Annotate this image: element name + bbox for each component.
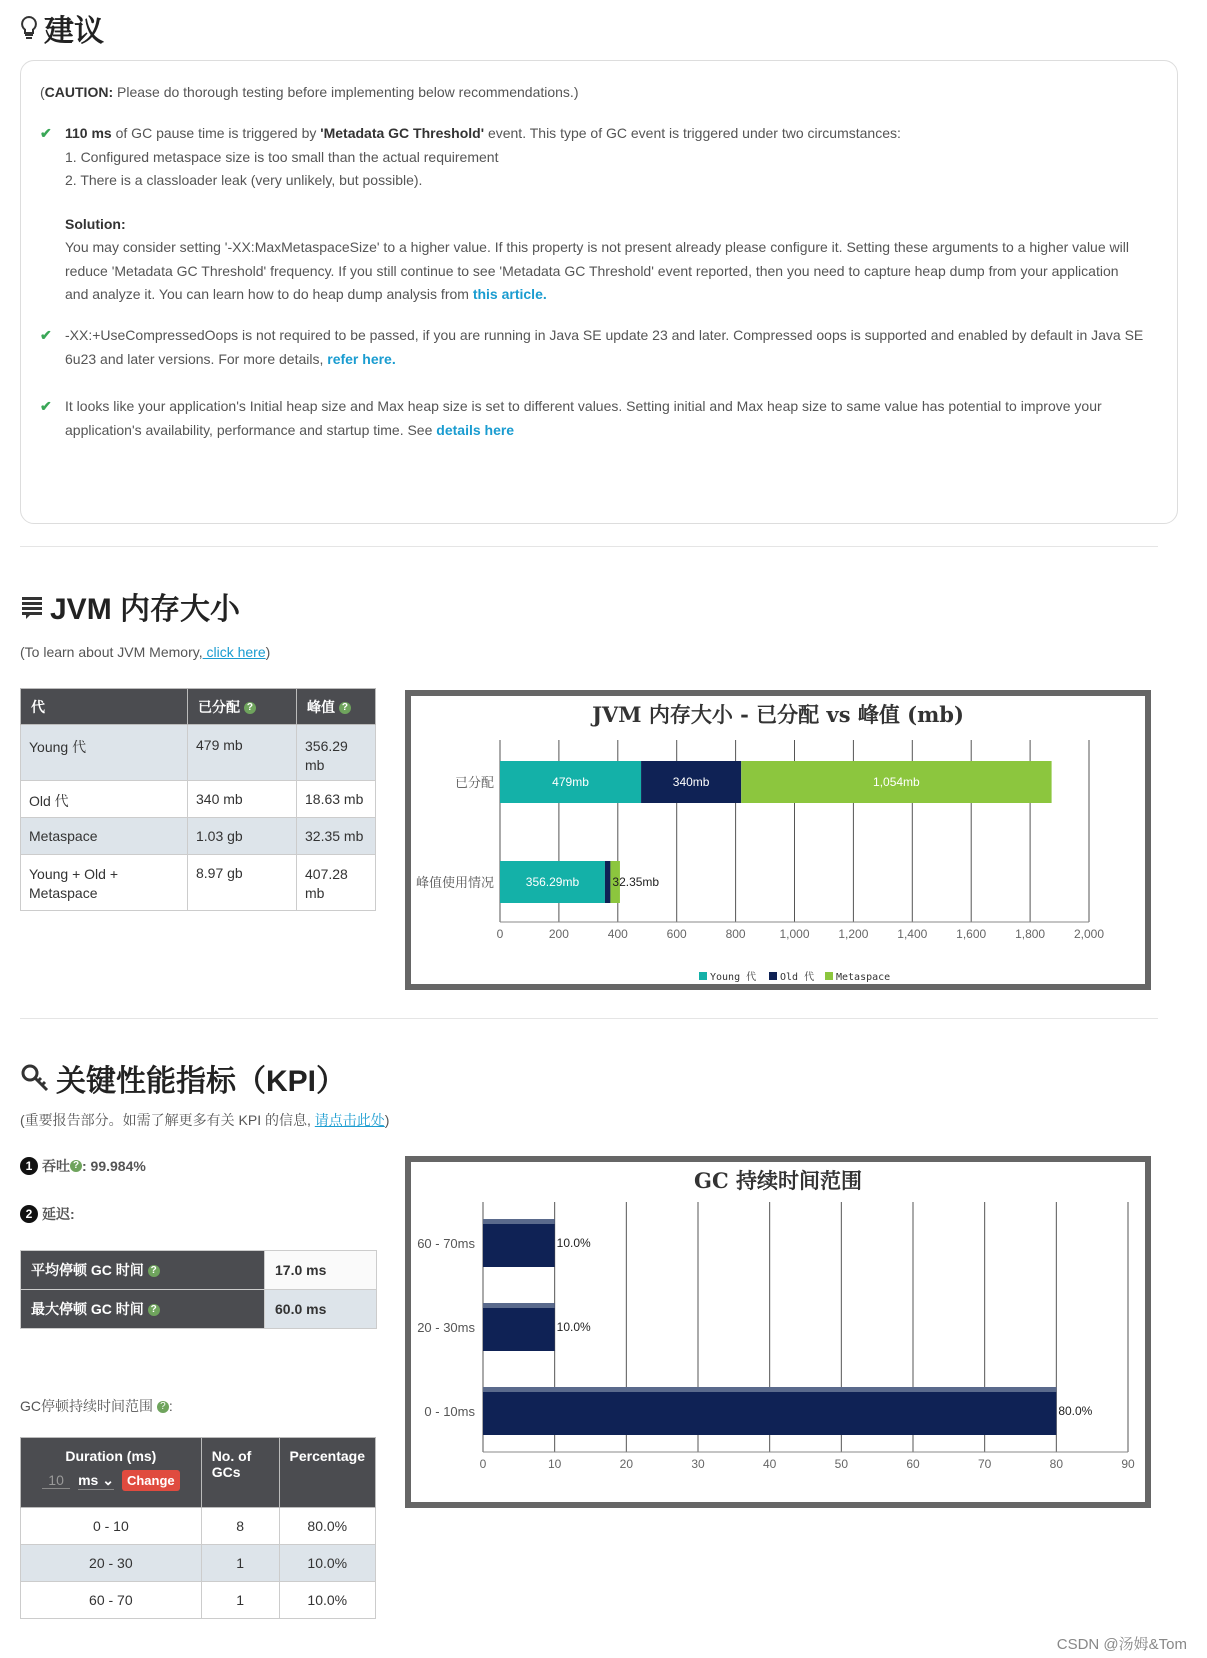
- gc-duration-chart-frame: [405, 1156, 1151, 1508]
- x-tick-label: 30: [691, 1457, 705, 1471]
- legend-swatch: [699, 972, 707, 980]
- recommendation-item-compressed-oops: ✔ -XX:+UseCompressedOops is not required to be passed, if you are running in Java SE update 23 and later. Compressed oops is supported and enabled by default in Java SE 6u23 and later versions. For more details, refer here.: [40, 324, 1143, 371]
- x-tick-label: 0: [496, 927, 504, 941]
- category-label: 60 - 70ms: [417, 1236, 475, 1251]
- jvm-click-here-link[interactable]: click here: [202, 644, 266, 660]
- caution-text: (CAUTION: Please do thorough testing before implementing below recommendations.): [40, 84, 579, 100]
- check-icon: ✔: [40, 398, 52, 414]
- throughput-line: 1 吞吐 ? : 99.984%: [20, 1156, 146, 1176]
- category-label: 0 - 10ms: [424, 1404, 475, 1419]
- col-generation: 代: [21, 689, 188, 725]
- x-tick-label: 20: [619, 1457, 634, 1471]
- jvm-memory-chart-frame: [405, 690, 1151, 990]
- legend-swatch: [769, 972, 777, 980]
- col-peak: 峰值 ?: [297, 689, 376, 725]
- table-row: Old 代 340 mb 18.63 mb: [21, 781, 376, 818]
- x-tick-label: 40: [762, 1457, 777, 1471]
- recommendation-item-heap-size: ✔ It looks like your application's Initial heap size and Max heap size is set to different values. Setting initial and Max heap size to same value has potential to improve your application's availability, performance and startup time. See details here: [40, 395, 1102, 442]
- bar-segment: [605, 861, 610, 903]
- lightbulb-icon: [20, 15, 38, 41]
- bar-data-label: 1,054mb: [873, 775, 920, 789]
- gc-duration-chart: [411, 1162, 1145, 1502]
- table-row: 最大停顿 GC 时间 ? 60.0 ms: [21, 1290, 377, 1329]
- bar-highlight: [483, 1387, 1056, 1392]
- kpi-note: (重要报告部分。如需了解更多有关 KPI 的信息, 请点击此处): [20, 1112, 390, 1128]
- bar-data-label: 356.29mb: [525, 875, 580, 889]
- bar-data-label: 479mb: [552, 775, 589, 789]
- x-tick-label: 90: [1121, 1457, 1135, 1471]
- category-label: 已分配: [454, 775, 494, 790]
- chart-title: JVM 内存大小 - 已分配 vs 峰值 (mb): [592, 702, 964, 727]
- section-divider: [20, 1018, 1158, 1019]
- jvm-memory-chart: [411, 696, 1145, 984]
- x-tick-label: 1,400: [897, 927, 928, 941]
- change-button[interactable]: Change: [122, 1470, 180, 1491]
- kpi-click-here-link[interactable]: 请点击此处: [314, 1112, 385, 1128]
- legend-swatch: [825, 972, 833, 980]
- this-article-link[interactable]: this article.: [472, 286, 547, 302]
- help-icon[interactable]: ?: [244, 702, 256, 714]
- number-badge: 1: [20, 1157, 38, 1175]
- x-tick-label: 10: [547, 1457, 562, 1471]
- table-row: Young + Old + Metaspace 8.97 gb 407.28 mb: [21, 855, 376, 911]
- bar-data-label: 80.0%: [1058, 1404, 1093, 1418]
- bar-data-label: 32.35mb: [612, 875, 660, 889]
- category-label: 20 - 30ms: [417, 1320, 475, 1335]
- key-icon: [20, 1063, 50, 1093]
- bar-highlight: [483, 1303, 555, 1308]
- x-tick-label: 2,000: [1073, 927, 1105, 941]
- help-icon[interactable]: ?: [339, 702, 351, 714]
- bar-data-label: 10.0%: [556, 1320, 591, 1334]
- x-tick-label: 50: [834, 1457, 849, 1471]
- details-here-link[interactable]: details here: [436, 421, 515, 438]
- chart-title: GC 持续时间范围: [694, 1168, 862, 1193]
- table-row: 20 - 30 1 10.0%: [21, 1545, 376, 1582]
- kpi-heading: [20, 1056, 346, 1100]
- table-row: 60 - 70 1 10.0%: [21, 1582, 376, 1619]
- table-row: 0 - 10 8 80.0%: [21, 1508, 376, 1545]
- recommendation-item-metaspace: ✔ 110 ms of GC pause time is triggered by 'Metadata GC Threshold' event. This type of GC event is triggered under two circumstances: 1. Configured metaspace size is too small than the actual requirement 2. There is a classloader leak (very unlikely, but possible). Solution: You may consider setting '-XX:MaxMetaspaceSize' to a higher value. If this property is not present already please configure it. Setting these arguments to a higher value will reduce 'Metadata GC Threshold' frequency. If you still continue to see 'Metadata GC Threshold' event reported, then you need to capture heap dump from your application and analyze it. You can learn how to do heap dump analysis from this article.: [40, 122, 1129, 307]
- x-tick-label: 70: [977, 1457, 992, 1471]
- x-tick-label: 60: [906, 1457, 920, 1471]
- refer-here-link[interactable]: refer here.: [327, 350, 396, 367]
- bar-data-label: 340mb: [672, 775, 710, 789]
- gc-duration-table: [20, 1437, 376, 1619]
- jvm-title: JVM 内存大小: [50, 593, 241, 626]
- kpi-title: 关键性能指标（KPI）: [56, 1065, 347, 1098]
- check-icon: ✔: [40, 125, 52, 141]
- range-size-input[interactable]: 10: [42, 1472, 70, 1489]
- gc-range-label: GC停顿持续时间范围 ? :: [20, 1398, 173, 1414]
- memory-icon: [20, 593, 44, 619]
- section-divider: [20, 546, 1158, 547]
- help-icon[interactable]: ?: [148, 1265, 160, 1277]
- x-tick-label: 800: [725, 927, 746, 941]
- latency-table: [20, 1250, 377, 1329]
- table-row: 平均停顿 GC 时间 ? 17.0 ms: [21, 1251, 377, 1290]
- recommendations-title: 建议: [44, 15, 104, 48]
- x-tick-label: 200: [548, 927, 569, 941]
- bar: [483, 1387, 1056, 1435]
- help-icon[interactable]: ?: [70, 1160, 82, 1172]
- x-tick-label: 0: [479, 1457, 487, 1471]
- col-allocated: 已分配 ?: [188, 689, 297, 725]
- unit-select[interactable]: ms ⌄: [78, 1471, 114, 1488]
- legend-label: Young 代: [710, 972, 757, 983]
- category-label: 峰值使用情况: [415, 875, 494, 890]
- col-count: No. of GCs: [201, 1438, 279, 1508]
- jvm-memory-table: [20, 688, 376, 911]
- watermark: CSDN @汤姆&Tom: [1056, 1636, 1187, 1653]
- number-badge: 2: [20, 1205, 38, 1223]
- jvm-note: (To learn about JVM Memory, click here): [20, 644, 271, 660]
- table-row: Young 代 479 mb 356.29 mb: [21, 725, 376, 781]
- x-tick-label: 1,200: [838, 927, 869, 941]
- x-tick-label: 80: [1049, 1457, 1064, 1471]
- col-percentage: Percentage: [279, 1438, 375, 1508]
- col-duration: Duration (ms) 10 ms ⌄ Change: [21, 1438, 202, 1508]
- jvm-heading: [20, 584, 240, 628]
- latency-line: 2 延迟:: [20, 1204, 75, 1224]
- bar: [483, 1303, 555, 1351]
- x-tick-label: 1,800: [1015, 927, 1046, 941]
- x-tick-label: 600: [666, 927, 687, 941]
- legend-label: Old 代: [780, 972, 815, 983]
- help-icon[interactable]: ?: [157, 1401, 169, 1413]
- x-tick-label: 1,600: [956, 927, 987, 941]
- chevron-down-icon: ⌄: [102, 1471, 114, 1488]
- check-icon: ✔: [40, 327, 52, 343]
- legend-label: Metaspace: [836, 972, 891, 983]
- help-icon[interactable]: ?: [148, 1304, 160, 1316]
- x-tick-label: 400: [607, 927, 628, 941]
- bar-highlight: [483, 1219, 555, 1224]
- table-row: Metaspace 1.03 gb 32.35 mb: [21, 818, 376, 855]
- bar: [483, 1219, 555, 1267]
- x-tick-label: 1,000: [779, 927, 810, 941]
- recommendations-heading: [20, 6, 104, 50]
- bar-data-label: 10.0%: [556, 1236, 591, 1250]
